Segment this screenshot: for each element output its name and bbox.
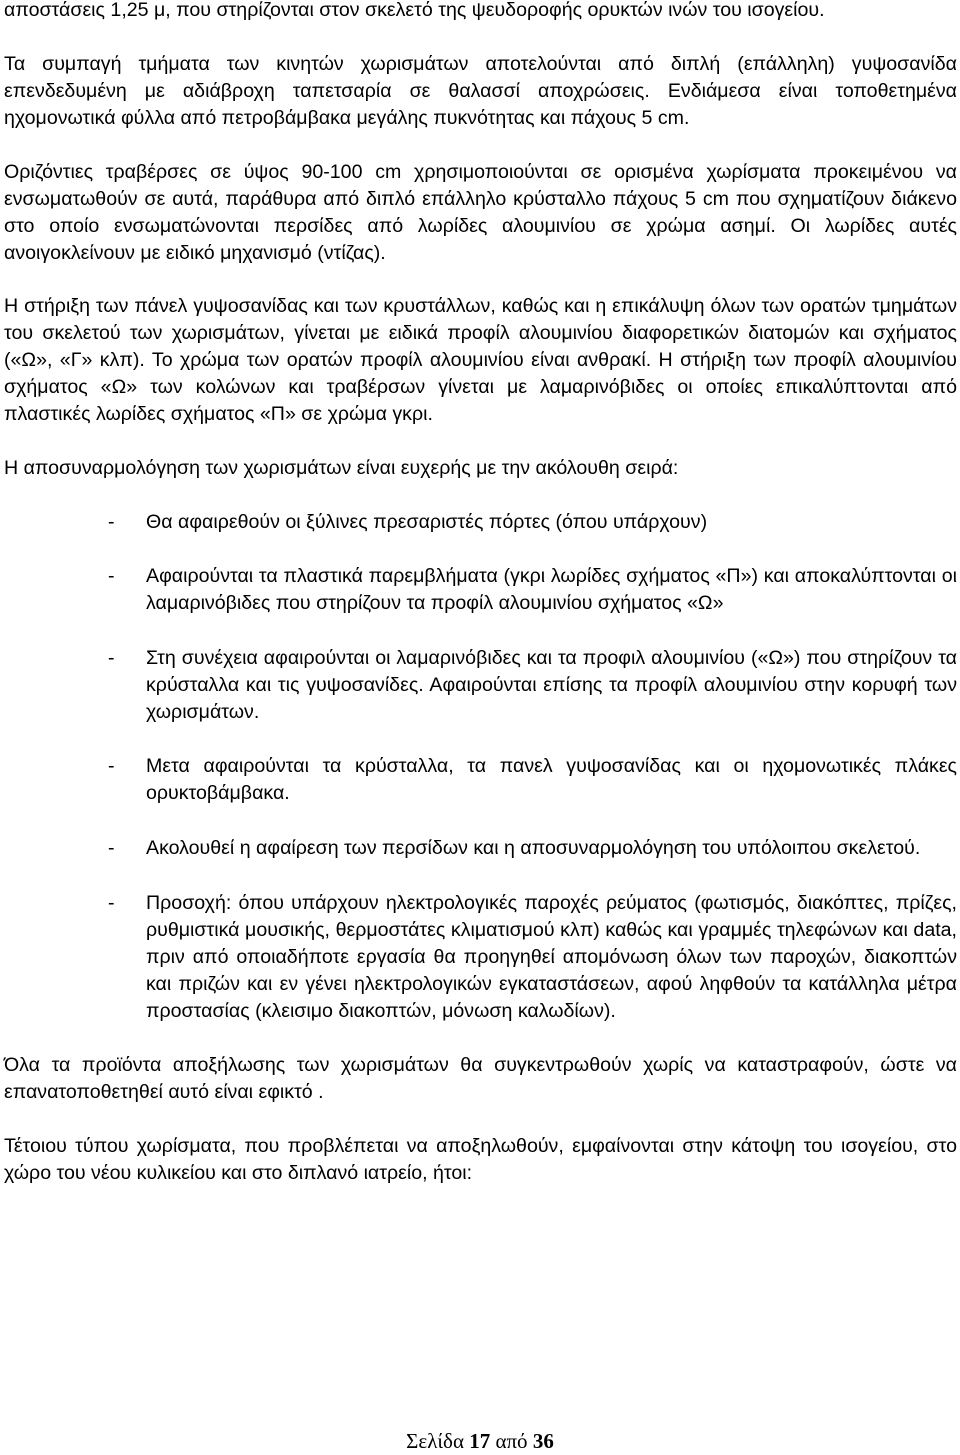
paragraph-partition-locations: Τέτοιου τύπου χωρίσματα, που προβλέπεται να αποξηλωθούν, εμφαίνονται στην κάτοψη του ισογείου, στο χώρο του νέου κυλικείου και στο διπλανό ιατρείο, ήτοι:: [4, 1135, 957, 1184]
page-label: Σελίδα: [406, 1429, 464, 1453]
list-bullet: -: [108, 837, 115, 859]
paragraph-products-storage: Όλα τα προϊόντα αποξήλωσης των χωρισμάτων θα συγκεντρωθούν χωρίς να καταστραφούν, ώστε να επανατοποθετηθεί αυτό είναι εφικτό .: [4, 1054, 957, 1103]
list-bullet: -: [108, 565, 115, 587]
paragraph-continued: αποστάσεις 1,25 μ, που στηρίζονται στον σκελετό της ψευδοροφής ορυκτών ινών του ισογείου.: [4, 0, 825, 21]
list-bullet: -: [108, 755, 115, 777]
paragraph-horizontal-traverses: Οριζόντιες τραβέρσες σε ύψος 90-100 cm χρησιμοποιούνται σε ορισμένα χωρίσματα προκειμένου να ενσωματωθούν σε αυτά, παράθυρα από διπλό επάλληλο κρύσταλλο πάχους 5 cm που σχηματίζουν διάκενο στο οποίο ενσωματώνονται περσίδες από λωρίδες αλουμινίου σε χρώμα ασημί. Οι λωρίδες αυτές ανοιγοκλείνουν με ειδικό μηχανισμό (ντίζας).: [4, 161, 957, 264]
list-bullet: -: [108, 647, 115, 669]
page-footer: [0, 1429, 960, 1453]
list-item: [4, 509, 957, 536]
total-page-count: 36: [532, 1429, 554, 1453]
document-page: [4, 0, 957, 1187]
list-item: [4, 563, 957, 617]
paragraph-disassembly-intro: Η αποσυναρμολόγηση των χωρισμάτων είναι ευχερής με την ακόλουθη σειρά:: [4, 457, 679, 479]
list-item-text: Προσοχή: όπου υπάρχουν ηλεκτρολογικές παροχές ρεύματος (φωτισμός, διακόπτες, πρίζες, ρυθμιστικά μουσικής, θερμοστάτες κλιματισμού κλπ) καθώς και γραμμές τηλεφώνων και data, πριν από οποιαδήποτε εργασία θα προηγηθεί απομόνωση όλων των παροχών, διακοπτών και πριζών και εν γένει ηλεκτρολογικών εγκαταστάσεων, αφού ληφθούν τα κατάλληλα μέτρα προστασίας (κλεισιμο διακοπτών, μόνωση καλωδίων).: [146, 892, 957, 1022]
page-separator: από: [495, 1429, 528, 1453]
list-bullet: -: [108, 892, 115, 914]
paragraph-aluminium-profiles: Η στήριξη των πάνελ γυψοσανίδας και των κρυστάλλων, καθώς και η επικάλυψη όλων των ορατών τμημάτων του σκελετού των χωρισμάτων, γίνεται με ειδικά προφίλ αλουμινίου διαφορετικών διατομών και σχήματος («Ω», «Γ» κλπ). Το χρώμα των ορατών προφίλ αλουμινίου είναι ανθρακί. Η στήριξη των προφίλ αλουμινίου σχήματος «Ω» των κολώνων και τραβέρσων γίνεται με λαμαρινόβιδες οι οποίες επικαλύπτονται από πλαστικές λωρίδες σχήματος «Π» σε χρώμα γκρι.: [4, 295, 957, 425]
paragraph-solid-sections: Τα συμπαγή τμήματα των κινητών χωρισμάτων αποτελούνται από διπλή (επάλληλη) γυψοσανίδα επενδεδυμένη με αδιάβροχη ταπετσαρία σε θαλασσί αποχρώσεις. Ενδιάμεσα είναι τοποθετημένα ηχομονωτικά φύλλα από πετροβάμβακα μεγάλης πυκνότητας και πάχους 5 cm.: [4, 53, 957, 129]
list-item: [4, 890, 957, 1025]
list-item-text: Ακολουθεί η αφαίρεση των περσίδων και η αποσυναρμολόγηση του υπόλοιπου σκελετού.: [146, 837, 921, 859]
list-item-text: Θα αφαιρεθούν οι ξύλινες πρεσαριστές πόρτες (όπου υπάρχουν): [146, 511, 708, 533]
list-item-text: Στη συνέχεια αφαιρούνται οι λαμαρινόβιδες και τα προφιλ αλουμινίου («Ω») που στηρίζουν τα κρύσταλλα και τις γυψοσανίδες. Αφαιρούνται επίσης τα προφίλ αλουμινίου στην κορυφή των χωρισμάτων.: [146, 647, 957, 723]
list-item-text: Μετα αφαιρούνται τα κρύσταλλα, τα πανελ γυψοσανίδας και οι ηχομονωτικές πλάκες ορυκτοβάμβακα.: [146, 755, 957, 804]
list-item: [4, 645, 957, 726]
current-page-number: 17: [469, 1429, 491, 1453]
list-bullet: -: [108, 511, 115, 533]
disassembly-steps-list: [4, 509, 957, 1025]
list-item: [4, 835, 957, 862]
list-item-text: Αφαιρούνται τα πλαστικά παρεμβλήματα (γκρι λωρίδες σχήματος «Π») και αποκαλύπτονται οι λαμαρινόβιδες που στηρίζουν τα προφίλ αλουμινίου σχήματος «Ω»: [146, 565, 957, 614]
list-item: [4, 753, 957, 807]
